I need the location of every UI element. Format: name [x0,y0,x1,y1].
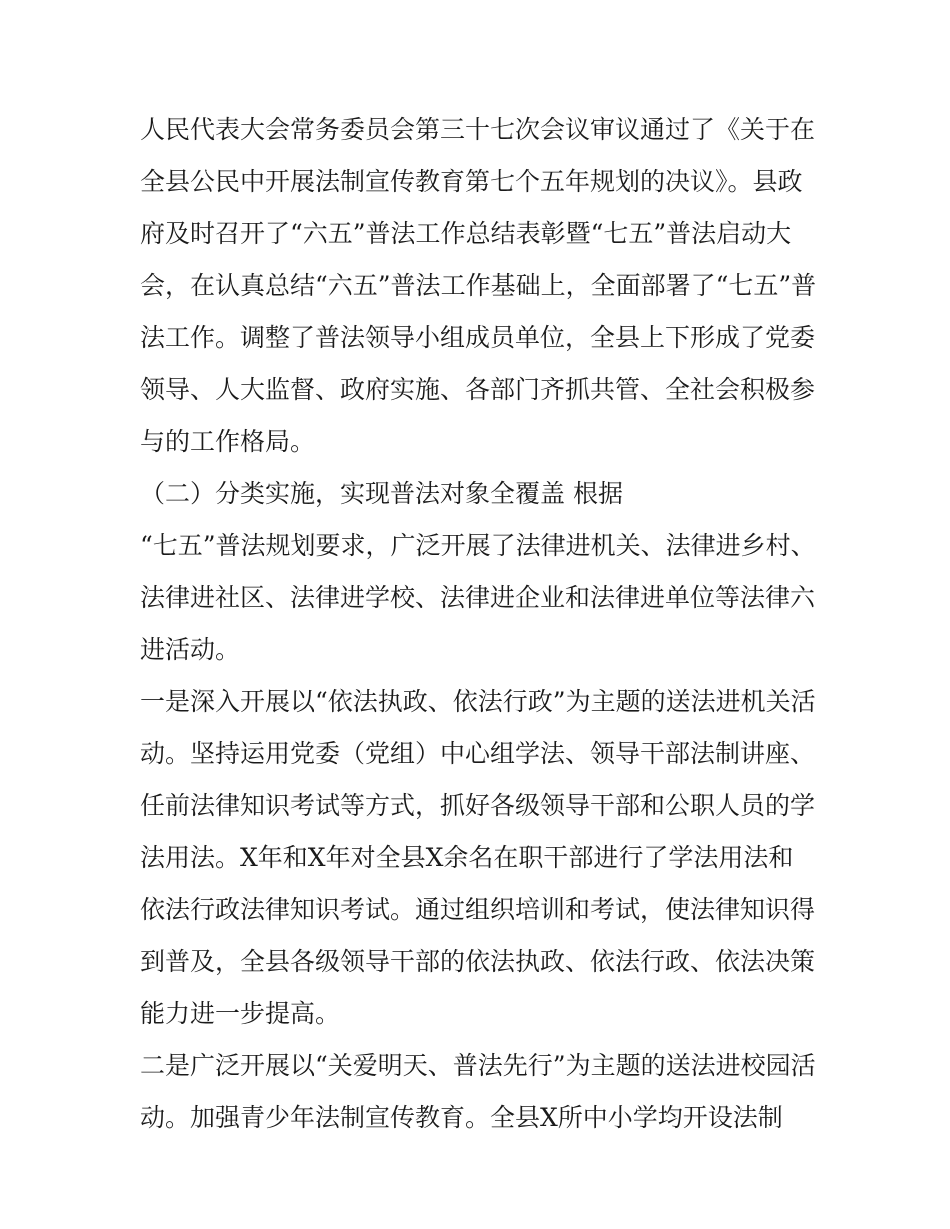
text-line-15: 法用法。X年和X年对全县X余名在职干部进行了学法用法和 [140,843,794,872]
text-line-14: 任前法律知识考试等方式，抓好各级领导干部和公职人员的学 [140,791,816,820]
section-heading: （二）分类实施，实现普法对象全覆盖 根据 [140,479,623,508]
text-line-19: 二是广泛开展以“关爱明天、普法先行”为主题的送法进校园活 [140,1051,816,1080]
text-line-13: 动。坚持运用党委（党组）中心组学法、领导干部法制讲座、 [140,739,816,768]
text-line-5: 法工作。调整了普法领导小组成员单位，全县上下形成了党委 [140,323,816,352]
text-line-3: 府及时召开了“六五”普法工作总结表彰暨“七五”普法启动大 [140,219,792,248]
text-line-7: 与的工作格局。 [140,427,316,456]
text-line-9: “七五”普法规划要求，广泛开展了法律进机关、法律进乡村、 [140,531,816,560]
text-line-16: 依法行政法律知识考试。通过组织培训和考试，使法律知识得 [140,895,816,924]
text-line-10: 法律进社区、法律进学校、法律进企业和法律进单位等法律六 [140,583,816,612]
text-line-4: 会，在认真总结“六五”普法工作基础上，全面部署了“七五”普 [140,271,817,300]
text-line-18: 能力进一步提高。 [140,999,341,1028]
text-line-6: 领导、人大监督、政府实施、各部门齐抓共管、全社会积极参 [140,375,816,404]
text-line-12: 一是深入开展以“依法执政、依法行政”为主题的送法进机关活 [140,687,816,716]
document-body [140,104,830,1144]
text-line-17: 到普及，全县各级领导干部的依法执政、依法行政、依法决策 [140,947,816,976]
text-line-20: 动。加强青少年法制宣传教育。全县X所中小学均开设法制 [140,1103,783,1132]
text-line-11: 进活动。 [140,635,241,664]
text-line-2: 全县公民中开展法制宣传教育第七个五年规划的决议》。县政 [140,167,803,196]
text-line-1: 人民代表大会常务委员会第三十七次会议审议通过了《关于在 [140,115,816,144]
